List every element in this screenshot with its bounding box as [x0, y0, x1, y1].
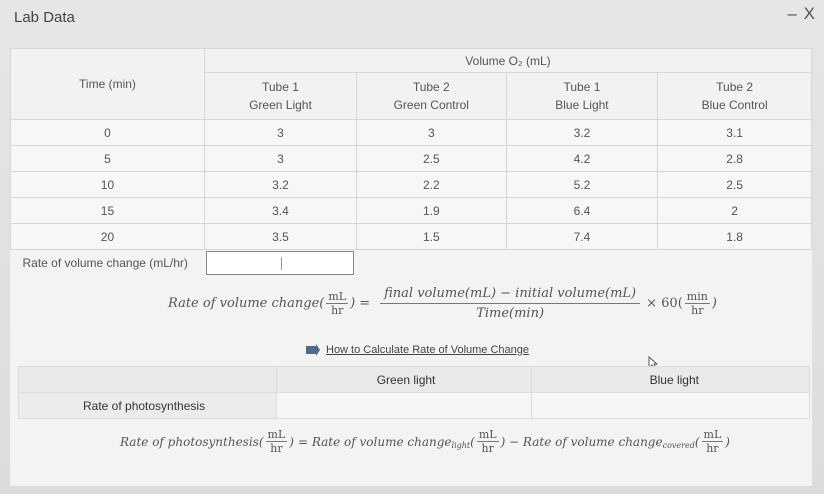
- window-controls[interactable]: – X: [787, 4, 816, 23]
- value-cell: 3.2: [506, 120, 658, 146]
- value-cell: 3.4: [204, 198, 356, 224]
- green-light-header: Green light: [276, 367, 532, 393]
- value-cell: 7.4: [506, 224, 658, 250]
- value-cell: 3: [204, 120, 356, 146]
- volume-group-header: Volume O₂ (mL): [204, 49, 811, 73]
- value-cell: 4.2: [506, 146, 658, 172]
- rate-row: [11, 250, 812, 276]
- table-row: [11, 120, 812, 146]
- value-cell: 3: [356, 120, 506, 146]
- unit-fraction: $\frac{mL}{hr}$: [267, 428, 286, 455]
- window-title: Lab Data: [14, 9, 75, 26]
- time-header: Time (min): [11, 49, 205, 120]
- photosynthesis-formula: Rate of photosynthesis( $\frac{mL}{hr}$ ) = Rate of volume change light ( $\frac{mL}{hr}$ ) − Rate of volume change covered ( $\frac{mL}{hr}$ ): [120, 428, 730, 455]
- col-header-tube2-green: Tube 2 Green Control: [356, 73, 506, 120]
- time-cell: 5: [11, 146, 205, 172]
- value-cell: 1.9: [356, 198, 506, 224]
- time-cell: 15: [11, 198, 205, 224]
- rate-label: Rate of volume change (mL/hr): [11, 250, 205, 276]
- value-cell: 2.5: [356, 146, 506, 172]
- photosynthesis-label: Rate of photosynthesis: [19, 393, 277, 419]
- rate-input[interactable]: [206, 251, 354, 275]
- unit-fraction: $\frac{mL}{hr}$: [478, 428, 497, 455]
- text-cursor: [281, 257, 282, 270]
- photosynthesis-table: [18, 366, 810, 419]
- value-cell: 3.5: [204, 224, 356, 250]
- value-cell: 2.2: [356, 172, 506, 198]
- time-cell: 0: [11, 120, 205, 146]
- value-cell: 1.8: [658, 224, 812, 250]
- min-hr-fraction: $\frac{\min}{hr}$: [686, 290, 708, 317]
- value-cell: 5.2: [506, 172, 658, 198]
- value-cell: 3.2: [204, 172, 356, 198]
- play-arrow-icon: [306, 344, 320, 356]
- value-cell: 3: [204, 146, 356, 172]
- table-row: [11, 198, 812, 224]
- volume-fraction: $\frac{\text{final volume(mL) − initial volume(mL)}}{\text{Time(min)}}$: [380, 286, 640, 321]
- col-header-tube1-green: Tube 1 Green Light: [204, 73, 356, 120]
- value-cell: 1.5: [356, 224, 506, 250]
- col-header-tube1-blue: Tube 1 Blue Light: [506, 73, 658, 120]
- table-row: [11, 146, 812, 172]
- table-row: [11, 172, 812, 198]
- table-row: [11, 224, 812, 250]
- blue-light-header: Blue light: [532, 367, 810, 393]
- unit-fraction: $\frac{mL}{hr}$: [328, 290, 347, 317]
- blue-rate-cell[interactable]: [532, 393, 810, 419]
- value-cell: 3.1: [658, 120, 812, 146]
- help-link[interactable]: How to Calculate Rate of Volume Change: [306, 344, 529, 356]
- value-cell: 2: [658, 198, 812, 224]
- rate-formula: Rate of volume change( $\frac{mL}{hr}$ ) = $\frac{\text{final volume(mL) − initial volume(mL)}}{\text{Time(min)}}$ × 60( $\frac{\min}{hr}$ ): [168, 286, 717, 321]
- value-cell: 2.8: [658, 146, 812, 172]
- volume-table: [10, 48, 812, 276]
- green-rate-cell[interactable]: [276, 393, 532, 419]
- unit-fraction: $\frac{mL}{hr}$: [703, 428, 722, 455]
- value-cell: 2.5: [658, 172, 812, 198]
- time-cell: 10: [11, 172, 205, 198]
- col-header-tube2-blue: Tube 2 Blue Control: [658, 73, 812, 120]
- time-cell: 20: [11, 224, 205, 250]
- value-cell: 6.4: [506, 198, 658, 224]
